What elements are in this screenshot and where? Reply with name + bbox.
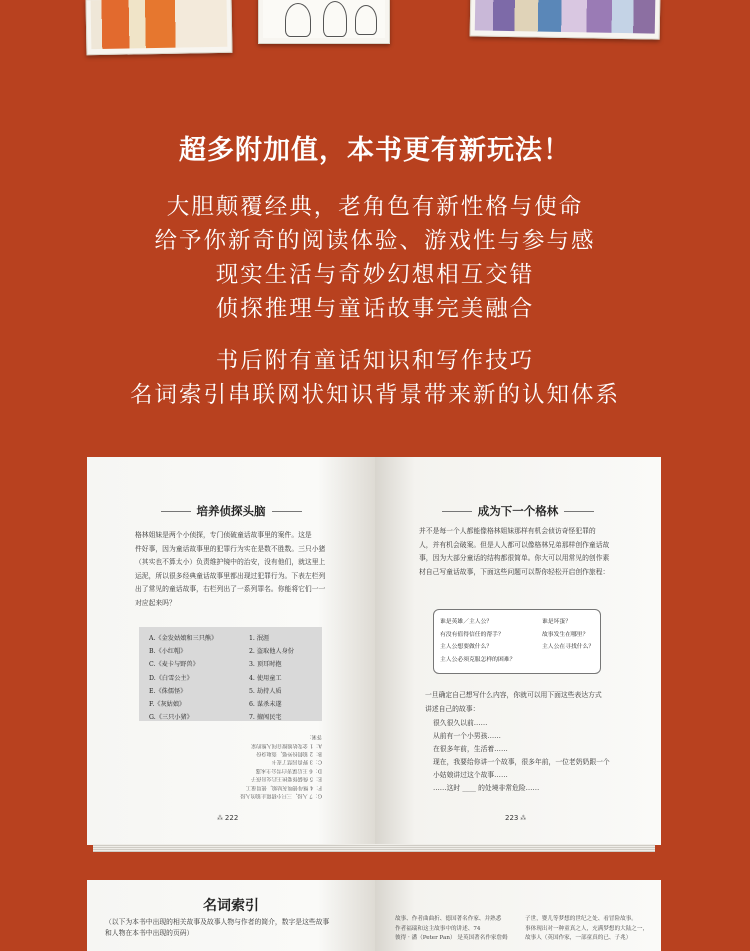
headline: 超多附加值，本书更有新玩法！ [179, 135, 571, 166]
page-edge [93, 844, 375, 852]
index-title: 名词索引 [203, 898, 259, 914]
photo-children-drawing-2 [470, 0, 661, 40]
book-spread-preview [87, 457, 661, 852]
index-right-page [375, 880, 661, 951]
index-subtitle: （以下为本书中出现的相关故事及故事人物与作者的简介，数字是这些故事 和人物在本书中出现的页码） [105, 918, 330, 937]
questions-column-right: 谁是坏蛋？ 故事发生在哪里？ 主人公在寻找什么？ [542, 619, 595, 650]
photo-strip [0, 0, 750, 60]
page-title: 成为下一个格林 [375, 503, 661, 519]
crimes-column: 1. 泯涯 2. 盗取他人身份 3. 顶耳时抱 4. 使用童工 5. 劫持人质 6. 谋杀未遂 7. 擅闯民宅 [249, 635, 294, 722]
page-number: ⁂ 222 [217, 814, 239, 822]
photo-children-drawing-1 [86, 0, 233, 55]
page-body: 格林姐妹是两个小侦探，专门侦破童话故事里的案件。这是 件好事，因为童话故事里的犯罪行为实在是数不胜数。三只小猪 （其实也不算太小）负责维护镜中的治安，没有他们，就这里上 运泥，所以很多经典童话故事里都出现过犯罪行为。下表左栏列 出了常见的童话故事，右栏列出了一系列罪名。你能将它们一一 对应起来吗？ [135, 531, 326, 607]
stories-column: A.《金发姑娘和三只熊》 B.《小红帽》 C.《麦卡与野兽》 D.《白雪公主》 E.《侏儒怪》 F.《灰姑娘》 G.《三只小猪》 [149, 635, 218, 722]
extras-line: 书后附有童话知识和写作技巧 [215, 348, 535, 374]
matching-table [139, 627, 322, 721]
story-starters: 很久很久以前…… 从前有一个小男孩…… 在很多年前，生活着…… 现在，我要给你讲一个故事，很多年前，一位老奶奶跟一个 小姑娘讲过这个故事…… ……这时 ____ 的处境非常危险…… [433, 719, 610, 792]
lead-text: 一旦确定自己想写什么内容，你就可以用下面这些表达方式 讲述自己的故事： [425, 691, 602, 713]
feature-line: 侦探推理与童话故事完美融合 [215, 296, 535, 322]
left-page [87, 457, 375, 845]
page-edge [375, 844, 655, 852]
upside-down-answers: G：7 入侵，三只小猪阻止狼的入侵 F：4 继母使唤灰姑娘，使用童工 E：5 侏儒怪要挟王后交出孩子 D：6 王后谋害白雪公主未遂 C：3 野兽囚禁了麦卡 B：2 狼假扮外婆，盗取身份 A：1 金发姑娘擅自闯入熊的家 答案： [240, 733, 322, 799]
feature-line: 大胆颠覆经典，老角色有新性格与使命 [166, 194, 584, 220]
feature-list [0, 190, 750, 326]
index-entries-right: 子世，婴儿等梦想的世纪之处、看冒险故事。 事体现出对一种童真之人，充满梦想的大陆之一， 故事人（英国作家，一部童真的已、子兆） [525, 916, 649, 942]
photo-pencil-sketch [258, 0, 390, 44]
feature-line: 给予你新奇的阅读体验、游戏性与参与感 [154, 228, 596, 254]
page-body: 并不是每一个人都能像格林姐妹那样有机会侦访奇怪犯罪的 人，并有机会破案。但是人人都可以像格林兄弟那样创作童话故 事，因为大部分童话的结构都很简单。你大可以用常见的创作素 材自己写童话故事，下面这些问题可以帮你轻松开启创作旅程： [419, 527, 610, 576]
index-spread-preview [87, 880, 661, 951]
question-box [433, 609, 601, 674]
page-number: 223 ⁂ [505, 814, 527, 822]
index-left-page [87, 880, 375, 951]
right-page [375, 457, 661, 845]
extras-list [0, 344, 750, 412]
questions-column-left: 谁是英雄／主人公？ 有没有值得信任的帮手？ 主人公想要做什么？ 主人公必须克服怎样的困难？ [440, 619, 516, 663]
index-entries-left: 故事、作者曲曲折、德国著名作家、并熟悉 作者福瑞和这主故事中的讲述、74 彼得 · 潘（Peter Pan） 是英国著名作家詹姆 [395, 916, 508, 942]
page-title: 培养侦探头脑 [87, 503, 375, 519]
feature-line: 现实生活与奇妙幻想相互交错 [215, 262, 535, 288]
extras-line: 名词索引串联网状知识背景带来新的认知体系 [129, 382, 620, 408]
